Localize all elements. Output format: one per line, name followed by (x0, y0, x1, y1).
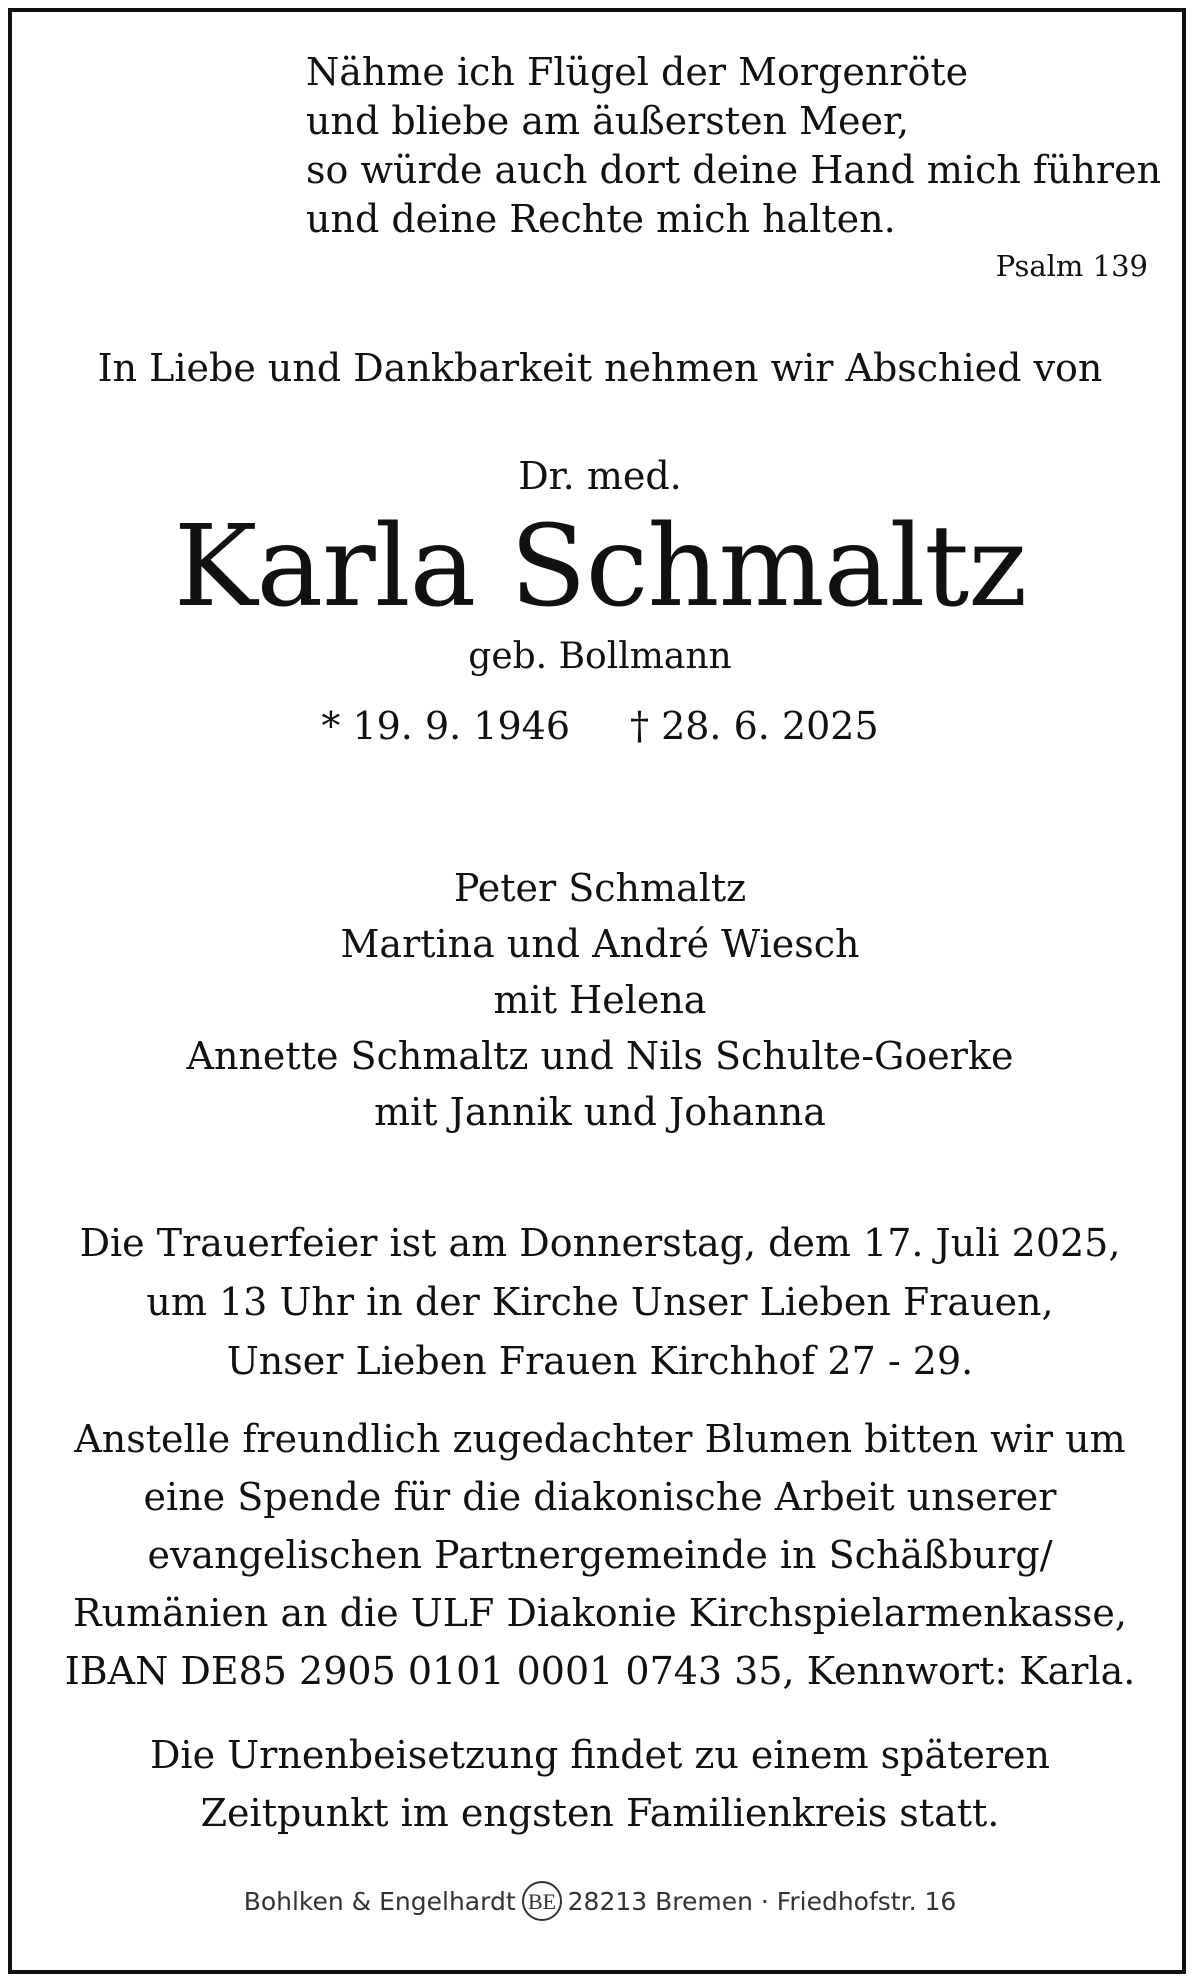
psalm-line: Nähme ich Flügel der Morgenröte (306, 50, 969, 94)
psalm-line: und bliebe am äußersten Meer, (306, 99, 910, 143)
deceased-name: Karla Schmaltz (173, 502, 1027, 632)
funeral-home-logo-icon (520, 1879, 564, 1923)
urn-line: Die Urnenbeisetzung findet zu einem späteren (149, 1733, 1051, 1777)
urn-line: Zeitpunkt im engsten Familienkreis statt. (200, 1791, 1000, 1835)
psalm-reference: Psalm 139 (995, 249, 1148, 283)
family-line: mit Helena (493, 978, 707, 1022)
funeral-home-name: Bohlken & Engelhardt (243, 1886, 516, 1916)
psalm-line: so würde auch dort deine Hand mich führen (306, 148, 1162, 192)
service-line: Unser Lieben Frauen Kirchhof 27 - 29. (226, 1339, 974, 1383)
urn-burial-info (0, 1726, 1200, 1842)
donation-line: evangelischen Partnergemeinde in Schäßburg/ (147, 1533, 1053, 1577)
family-line: mit Jannik und Johanna (374, 1090, 826, 1134)
donation-line: eine Spende für die diakonische Arbeit unserer (143, 1475, 1057, 1519)
death-date: † 28. 6. 2025 (630, 704, 879, 748)
funeral-home-address: 28213 Bremen · Friedhofstr. 16 (567, 1886, 957, 1916)
deceased-title: Dr. med. (518, 454, 682, 498)
birth-date: * 19. 9. 1946 (321, 704, 570, 748)
donation-request (0, 1410, 1200, 1700)
donation-line: IBAN DE85 2905 0101 0001 0743 35, Kennwort: Karla. (64, 1649, 1136, 1693)
family-mourners (0, 860, 1200, 1140)
funeral-home-footer (0, 1876, 1200, 1926)
donation-line: Rumänien an die ULF Diakonie Kirchspielarmenkasse, (73, 1591, 1127, 1635)
life-dates (0, 702, 1200, 750)
family-line: Peter Schmaltz (453, 866, 747, 910)
funeral-service-info (0, 1214, 1200, 1391)
donation-line: Anstelle freundlich zugedachter Blumen bitten wir um (74, 1417, 1126, 1461)
service-line: Die Trauerfeier ist am Donnerstag, dem 17. Juli 2025, (79, 1221, 1121, 1265)
family-line: Annette Schmaltz und Nils Schulte-Goerke (186, 1034, 1014, 1078)
psalm-line: und deine Rechte mich halten. (306, 197, 896, 241)
psalm-quote (306, 48, 1166, 244)
intro-text: In Liebe und Dankbarkeit nehmen wir Abschied von (97, 346, 1103, 390)
svg-text:BE: BE (527, 1889, 556, 1914)
service-line: um 13 Uhr in der Kirche Unser Lieben Frauen, (146, 1280, 1054, 1324)
deceased-birth-name: geb. Bollmann (468, 636, 732, 677)
family-line: Martina und André Wiesch (340, 922, 860, 966)
